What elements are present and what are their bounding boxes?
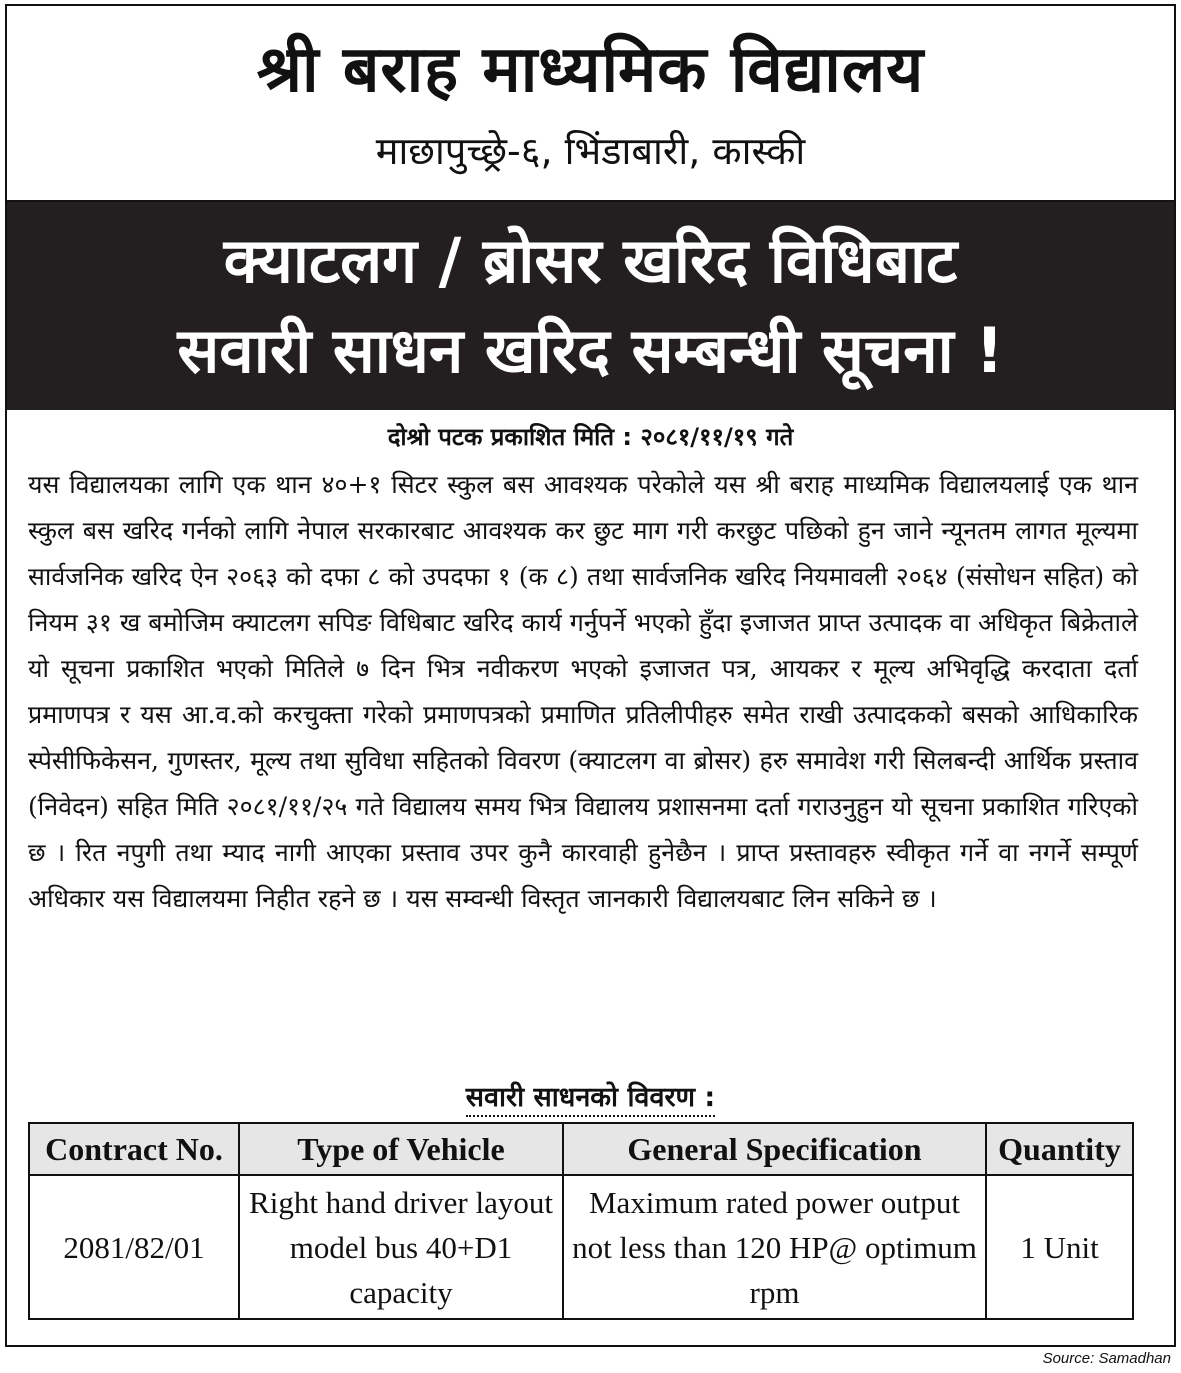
notice-header bbox=[7, 6, 1174, 202]
notice-title-banner bbox=[7, 202, 1174, 410]
table-row bbox=[29, 1175, 1133, 1319]
vehicle-details-title-text: सवारी साधनको विवरण : bbox=[466, 1082, 715, 1117]
notice-body: यस विद्यालयका लागि एक थान ४०+१ सिटर स्कुल बस आवश्यक परेकोले यस श्री बराह माध्यमिक विद्यालयलाई एक थान स्कुल बस खरिद गर्नको लागि नेपाल सरकारबाट आवश्यक कर छुट माग गरी करछुट पछिको हुन जाने न्यूनतम लागत मूल्यमा सार्वजनिक खरिद ऐन २०६३ को दफा ८ को उपदफा १ (क ८) तथा सार्वजनिक खरिद नियमावली २०६४ (संसोधन सहित) को नियम ३१ ख बमोजिम क्याटलग सपिङ विधिबाट खरिद कार्य गर्नुपर्ने भएको हुँदा इजाजत प्राप्त उत्पादक वा अधिकृत बिक्रेताले यो सूचना प्रकाशित भएको मितिले ७ दिन भित्र नवीकरण भएको इजाजत पत्र, आयकर र मूल्य अभिवृद्धि करदाता दर्ता प्रमाणपत्र र यस आ.व.को करचुक्ता गरेको प्रमाणपत्रको प्रमाणित प्रतिलीपीहरु समेत राखी उत्पादकको बसको आधिकारिक स्पेसीफिकेसन, गुणस्तर, मूल्य तथा सुविधा सहितको विवरण (क्याटलग वा ब्रोसर) हरु समावेश गरी सिलबन्दी आर्थिक प्रस्ताव (निवेदन) सहित मिति २०८१/११/२५ गते विद्यालय समय भित्र विद्यालय प्रशासनमा दर्ता गराउनुहुन यो सूचना प्रकाशित गरिएको छ । रित नपुगी तथा म्याद नागी आएका प्रस्ताव उपर कुनै कारवाही हुनेछैन । प्राप्त प्रस्तावहरु स्वीकृत गर्ने वा नगर्ने सम्पूर्ण अधिकार यस विद्यालयमा निहीत रहने छ । यस सम्वन्धी विस्तृत जानकारी विद्यालयबाट लिन सकिने छ । bbox=[28, 470, 1138, 913]
notice-title-line-2: सवारी साधन खरिद सम्बन्धी सूचना ! bbox=[177, 314, 1004, 387]
notice-title-line-1: क्याटलग / ब्रोसर खरिद विधिबाट bbox=[223, 224, 958, 297]
publication-date: दोश्रो पटक प्रकाशित मिति : २०८१/११/१९ गते bbox=[387, 423, 794, 451]
column-header-vehicle-type: Type of Vehicle bbox=[239, 1123, 563, 1175]
school-name: श्री बराह माध्यमिक विद्यालय bbox=[256, 33, 925, 107]
school-address: माछापुच्छ्रे-६, भिंडाबारी, कास्की bbox=[375, 129, 806, 173]
cell-contract-no: 2081/82/01 bbox=[29, 1175, 239, 1319]
column-header-contract-no: Contract No. bbox=[29, 1123, 239, 1175]
cell-vehicle-type: Right hand driver layout model bus 40+D1 capacity bbox=[239, 1175, 563, 1319]
table-header-row bbox=[29, 1123, 1133, 1175]
cell-quantity: 1 Unit bbox=[986, 1175, 1133, 1319]
column-header-quantity: Quantity bbox=[986, 1123, 1133, 1175]
cell-specification: Maximum rated power output not less than 120 HP@ optimum rpm bbox=[563, 1175, 986, 1319]
column-header-specification: General Specification bbox=[563, 1123, 986, 1175]
source-credit: Source: Samadhan bbox=[1042, 1350, 1171, 1367]
vehicle-details-title bbox=[0, 1078, 1181, 1118]
vehicle-spec-table bbox=[28, 1122, 1134, 1320]
